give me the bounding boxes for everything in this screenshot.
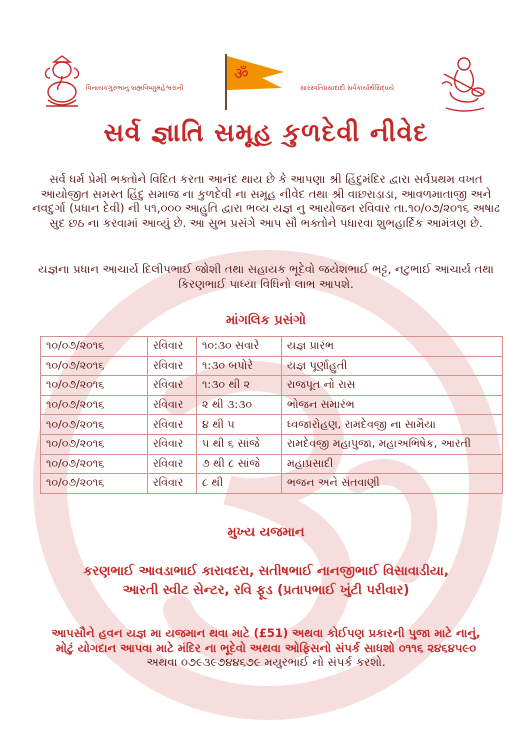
program-event-cell: ભોજન સમારંભ — [282, 395, 503, 415]
program-event-cell: રામદેવજી મહાપુજા, મહાઅભિષેક, આરતી — [282, 434, 503, 454]
program-time-cell: ૮ થી — [197, 474, 282, 494]
table-row — [41, 376, 503, 396]
contact-footer — [30, 626, 502, 670]
header — [0, 48, 532, 118]
table-row — [41, 454, 503, 474]
sponsors-list — [20, 562, 512, 600]
program-day-cell: રવિવાર — [148, 376, 197, 396]
table-row — [41, 434, 503, 454]
program-time-cell: ૧:૩૦ બપોરે — [197, 356, 282, 376]
saraswati-icon — [438, 54, 490, 114]
program-date-cell: ૧૦/૦૭/૨૦૧૬ — [41, 337, 148, 357]
program-date-cell: ૧૦/૦૭/૨૦૧૬ — [41, 474, 148, 494]
program-time-cell: ૪ થી ૫ — [197, 415, 282, 435]
footer-line-2: મોટું યોગદાન આપવા માટે મંદિર ના ભૂદેવો અથવા ઓફિસનો સંપર્ક સાધશો ૦૧૧૬ ૨૪૬૪૫૯૦ — [55, 640, 477, 655]
page-title: સર્વ જ્ઞાતિ સમૂહ કુળદેવી નીવેદ — [103, 118, 429, 147]
program-event-cell: ધ્વજારોહણ, રામદેવજી ના સામૈયા — [282, 415, 503, 435]
sponsors-heading: મુખ્ય યજમાન — [227, 525, 305, 540]
table-row — [41, 474, 503, 494]
right-mantra: સારસ્વતિપ્રસાદાદી સર્વકાર્યાર્થસિદ્ધયે — [300, 84, 395, 92]
program-day-cell: રવિવાર — [148, 454, 197, 474]
program-event-cell: રાજપૂત નો રાસ — [282, 376, 503, 396]
program-event-cell: ભજન અને સંતવાણી — [282, 474, 503, 494]
table-row — [41, 337, 503, 357]
footer-line-1: આપસૌને હવન યજ્ઞ મા યજમાન થવા માટે (£51) અથવા કોઈપણ પ્રકારની પુજા માટે નાનું, — [51, 626, 481, 640]
program-event-cell: યજ્ઞ પ્રારંભ — [282, 337, 503, 357]
left-mantra: વિનાયકગુરુભાનું બ્રહ્મવિષ્ણુમહેશ્વરાની — [86, 84, 184, 92]
program-day-cell: રવિવાર — [148, 337, 197, 357]
table-row — [41, 415, 503, 435]
program-date-cell: ૧૦/૦૭/૨૦૧૬ — [41, 454, 148, 474]
ganesh-icon — [40, 54, 84, 110]
program-day-cell: રવિવાર — [148, 395, 197, 415]
program-date-cell: ૧૦/૦૭/૨૦૧૬ — [41, 434, 148, 454]
program-day-cell: રવિવાર — [148, 434, 197, 454]
program-table — [40, 336, 503, 494]
program-date-cell: ૧૦/૦૭/૨૦૧૬ — [41, 376, 148, 396]
program-date-cell: ૧૦/૦૭/૨૦૧૬ — [41, 415, 148, 435]
program-day-cell: રવિવાર — [148, 474, 197, 494]
program-time-cell: ૧:૩૦ થી ૨ — [197, 376, 282, 396]
footer-line-3: અથવા ૦૭૯૩૯૭૪૪૬૭૯ મયુરભાઈ નો સંપર્ક કરશો. — [146, 655, 386, 670]
program-day-cell: રવિવાર — [148, 356, 197, 376]
sponsors-line-1: કરણભાઈ આવડાભાઈ કારાવદરા, સતીષભાઈ નાનજીભાઈ વિસાવાડીયા, — [83, 564, 449, 579]
program-time-cell: ૭ થી ૮ સાંજે — [197, 454, 282, 474]
program-time-cell: ૨ થી ૩:૩૦ — [197, 395, 282, 415]
program-time-cell: ૧૦:૩૦ સવારે — [197, 337, 282, 357]
table-row — [41, 356, 503, 376]
program-date-cell: ૧૦/૦૭/૨૦૧૬ — [41, 356, 148, 376]
sponsors-line-2: આરતી સ્વીટ સેન્ટર, રવિ ફૂડ (પ્રતાપભાઈ ખુંટી પરીવાર) — [122, 583, 410, 598]
intro-paragraph: સર્વ ધર્મ પ્રેમી ભક્તોને વિદિત કરતા આનંદ થાય છે કે આપણા શ્રી હિંદુમંદિર દ્વારા સર્વપ્રથમ વખત આયોજીત સમસ્ત હિંદુ સમાજ ના કુળદેવી ના સમૂહ નીવેદ તથા શ્રી વાછરાડાડા, આવળમાતાજી અને નવદુર્ગા (પ્રધાન દેવી) ની ૫૧,૦૦૦ આહુતિ દ્વારા ભવ્ય યજ્ઞ નુ આયોજન રવિવાર તા.૧૦/૦૭/૨૦૧૬ અષાઢ સુદ છઠ ના કરવામાં આવ્યું છે. આ સુભ પ્રસંગે આપ સૌ ભક્તોને પધારવા શુભહાર્દિક આમંત્રણ છે. — [32, 172, 500, 230]
priest-paragraph: યજ્ઞના પ્રધાન આચાર્ય દિલીપભાઈ જોશી તથા સહાયક ભૂદેવો જયેશભાઈ ભટ્ટ, નટુભાઈ આચાર્ય તથા કિરણભાઈ પાધ્યા વિધિનો લાભ આપશે. — [38, 262, 494, 291]
table-row — [41, 395, 503, 415]
program-time-cell: ૫ થી ૬ સાંજે — [197, 434, 282, 454]
om-symbol: ॐ — [234, 64, 249, 83]
flag-icon — [218, 50, 288, 112]
program-heading: માંગલિક પ્રસંગો — [225, 313, 307, 328]
program-event-cell: યજ્ઞ પૂર્ણાહુતી — [282, 356, 503, 376]
program-day-cell: રવિવાર — [148, 415, 197, 435]
program-event-cell: મહાપ્રસાદી — [282, 454, 503, 474]
program-date-cell: ૧૦/૦૭/૨૦૧૬ — [41, 395, 148, 415]
